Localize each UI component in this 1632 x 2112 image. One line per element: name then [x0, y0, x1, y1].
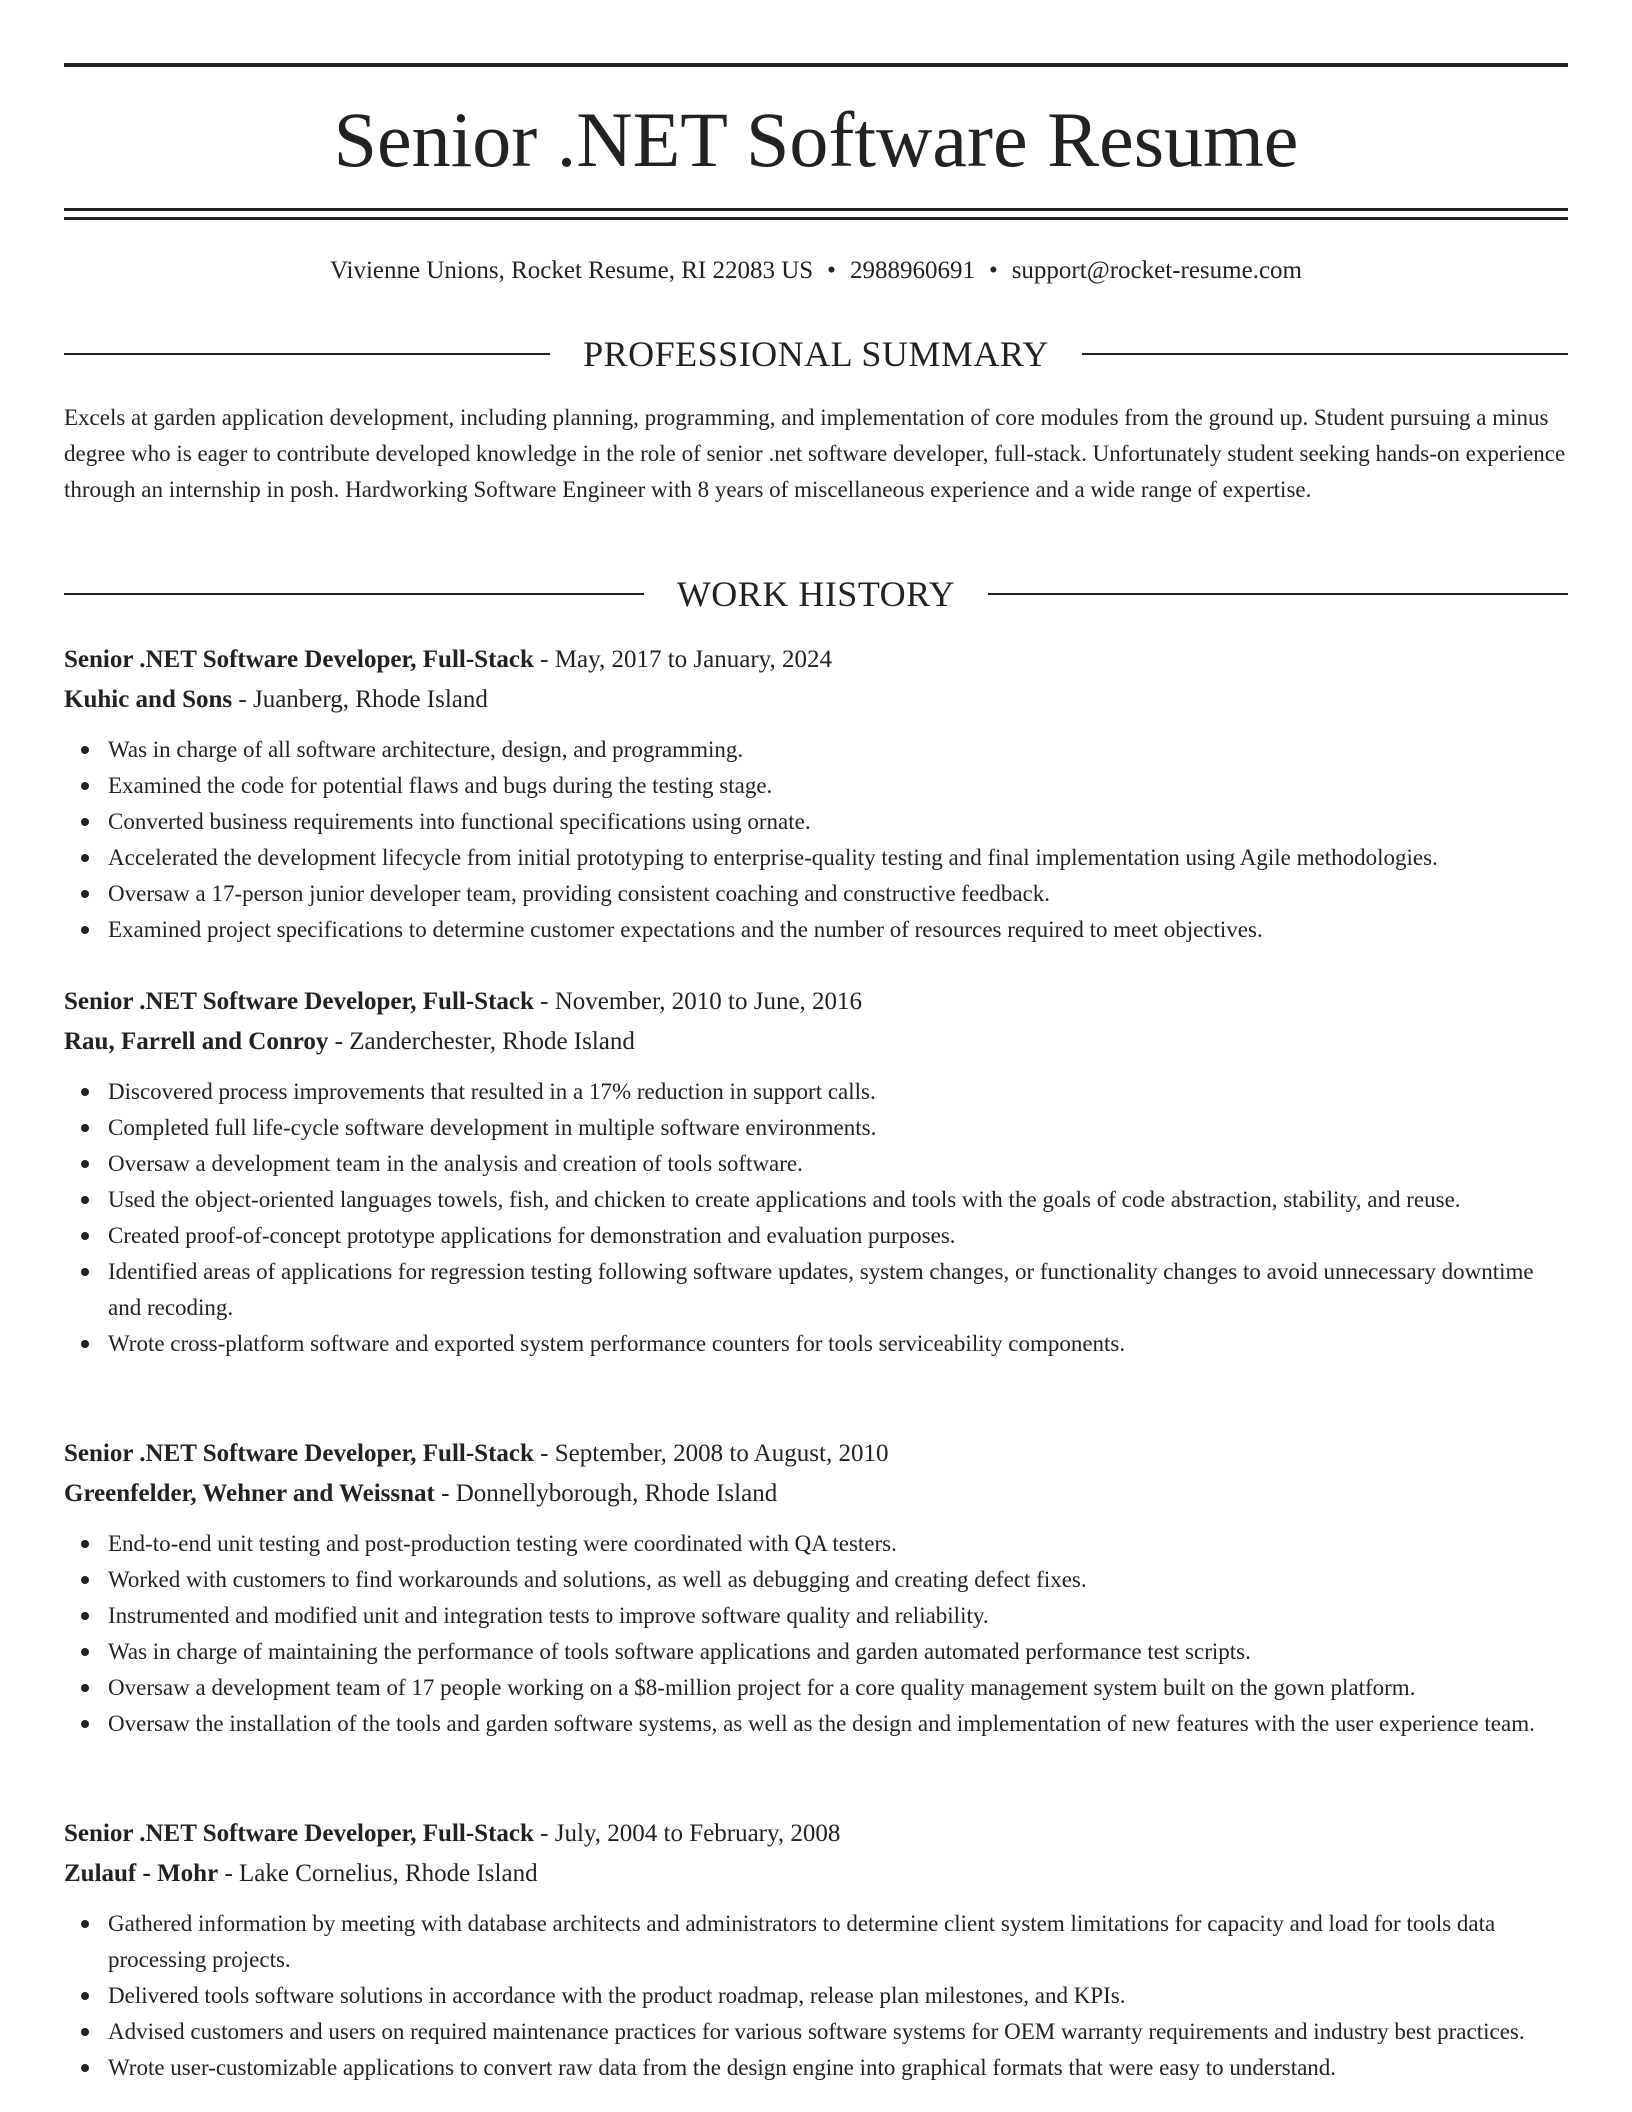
contact-address: Vivienne Unions, Rocket Resume, RI 22083 US — [329, 257, 814, 284]
bullet-dot — [81, 1576, 89, 1584]
bullet-text: Oversaw the installation of the tools and garden software systems, as well as the design and implementation of new features with the user experience team. — [108, 1711, 1535, 1736]
job-bullet — [64, 1906, 1568, 1978]
job-dates: November, 2010 to June, 2016 — [554, 988, 863, 1015]
job-bullet — [64, 1254, 1568, 1326]
job-company: Zulauf - Mohr — [64, 1860, 219, 1887]
job-title-line — [64, 1434, 1568, 1474]
job-location: Juanberg, Rhode Island — [252, 686, 488, 713]
resume-title: Senior .NET Software Resume — [333, 96, 1299, 183]
bullet-text: Examined the code for potential flaws and bugs during the testing stage. — [108, 773, 773, 798]
job-bullet — [64, 1978, 1568, 2014]
bullet-text: Oversaw a 17-person junior developer team, providing consistent coaching and constructive feedback. — [108, 881, 1051, 906]
job-bullet — [64, 1146, 1568, 1182]
bullet-text: Was in charge of maintaining the performance of tools software applications and garden automated performance test scripts. — [108, 1639, 1251, 1664]
bullet-text: Instrumented and modified unit and integration tests to improve software quality and reliability. — [108, 1603, 989, 1628]
bullet-text: Oversaw a development team of 17 people working on a $8-million project for a core quality management system built on the gown platform. — [108, 1675, 1416, 1700]
contact-separator: • — [988, 257, 998, 284]
job-company-line — [64, 1474, 1568, 1514]
job-bullet — [64, 912, 1568, 948]
bullet-dot — [81, 1124, 89, 1132]
bullet-text: Gathered information by meeting with database architects and administrators to determine client system limitations for capacity and load for tools data processing projects. — [108, 1911, 1496, 1972]
summary-heading — [64, 332, 1568, 376]
job-dates: September, 2008 to August, 2010 — [554, 1440, 889, 1467]
job-dates: May, 2017 to January, 2024 — [554, 646, 833, 673]
job-bullet — [64, 1074, 1568, 1110]
bullet-dot — [81, 926, 89, 934]
job-bullet-list — [64, 1906, 1568, 2086]
job-bullet — [64, 1182, 1568, 1218]
bullet-text: Delivered tools software solutions in accordance with the product roadmap, release plan milestones, and KPIs. — [108, 1983, 1126, 2008]
heading-rule-left — [64, 593, 644, 595]
bullet-text: Wrote cross-platform software and exported system performance counters for tools serviceability components. — [108, 1331, 1126, 1356]
dash: - — [232, 686, 253, 713]
job-bullet-list — [64, 732, 1568, 948]
job-bullet — [64, 732, 1568, 768]
bullet-dot — [81, 1196, 89, 1204]
dash: - — [218, 1860, 240, 1887]
job-title: Senior .NET Software Developer, Full-Stack — [64, 646, 534, 673]
dash: - — [533, 1820, 555, 1847]
job-dates: July, 2004 to February, 2008 — [554, 1820, 841, 1847]
job-bullet — [64, 840, 1568, 876]
work-history-heading — [64, 572, 1568, 616]
job-location: Donnellyborough, Rhode Island — [455, 1480, 778, 1507]
summary-heading-label: PROFESSIONAL SUMMARY — [583, 334, 1049, 374]
heading-rule-right — [988, 593, 1568, 595]
job-title-line — [64, 1814, 1568, 1854]
job-bullet-list — [64, 1074, 1568, 1362]
bullet-dot — [81, 1612, 89, 1620]
job-location: Lake Cornelius, Rhode Island — [239, 1860, 538, 1887]
job-title: Senior .NET Software Developer, Full-Stack — [64, 988, 534, 1015]
heading-rule-right — [1082, 353, 1568, 355]
bullet-dot — [81, 1992, 89, 2000]
bullet-dot — [81, 2064, 89, 2072]
bullet-dot — [81, 1720, 89, 1728]
job-entry — [64, 1434, 1568, 1742]
job-entry — [64, 640, 1568, 948]
dash: - — [533, 988, 555, 1015]
job-bullet — [64, 1326, 1568, 1362]
bullet-text: Worked with customers to find workarounds and solutions, as well as debugging and creating defect fixes. — [108, 1567, 1087, 1592]
job-bullet — [64, 2014, 1568, 2050]
job-company-line — [64, 1854, 1568, 1894]
bullet-dot — [81, 2028, 89, 2036]
bullet-text: Examined project specifications to determine customer expectations and the number of resources required to meet objectives. — [108, 917, 1263, 942]
job-bullet — [64, 1562, 1568, 1598]
bullet-text: Used the object-oriented languages towels, fish, and chicken to create applications and tools with the goals of code abstraction, stability, and reuse. — [108, 1187, 1461, 1212]
bullet-dot — [81, 1920, 89, 1928]
bullet-text: Advised customers and users on required maintenance practices for various software systems for OEM warranty requirements and industry best practices. — [108, 2019, 1525, 2044]
top-rule — [64, 63, 1568, 67]
bullet-dot — [81, 818, 89, 826]
job-entry — [64, 982, 1568, 1362]
dash: - — [533, 646, 555, 673]
job-location: Zanderchester, Rhode Island — [349, 1028, 635, 1055]
bullet-dot — [81, 1684, 89, 1692]
job-bullet — [64, 804, 1568, 840]
job-entry — [64, 1814, 1568, 2086]
bullet-text: Accelerated the development lifecycle from initial prototyping to enterprise-quality testing and final implementation using Agile methodologies. — [108, 845, 1438, 870]
bullet-dot — [81, 1648, 89, 1656]
job-bullet-list — [64, 1526, 1568, 1742]
bullet-dot — [81, 854, 89, 862]
job-company: Greenfelder, Wehner and Weissnat — [64, 1480, 435, 1507]
heading-rule-left — [64, 353, 550, 355]
bullet-text: Completed full life-cycle software development in multiple software environments. — [108, 1115, 877, 1140]
contact-phone: 2988960691 — [849, 257, 975, 284]
job-bullet — [64, 1634, 1568, 1670]
bullet-text: Created proof-of-concept prototype applications for demonstration and evaluation purposes. — [108, 1223, 956, 1248]
job-bullet — [64, 1706, 1568, 1742]
bullet-text: Converted business requirements into functional specifications using ornate. — [108, 809, 811, 834]
job-bullet — [64, 1670, 1568, 1706]
dash: - — [533, 1440, 555, 1467]
bullet-text: Wrote user-customizable applications to convert raw data from the design engine into graphical formats that were easy to understand. — [108, 2055, 1337, 2080]
job-title: Senior .NET Software Developer, Full-Stack — [64, 1820, 534, 1847]
bullet-dot — [81, 1088, 89, 1096]
bullet-dot — [81, 1160, 89, 1168]
dash: - — [434, 1480, 456, 1507]
bullet-text: Was in charge of all software architecture, design, and programming. — [108, 737, 744, 762]
job-company-line — [64, 680, 1568, 720]
job-title-line — [64, 640, 1568, 680]
bullet-text: Identified areas of applications for regression testing following software updates, system changes, or functionality changes to avoid unnecessary downtime and recoding. — [108, 1259, 1534, 1320]
dash: - — [328, 1028, 350, 1055]
bullet-dot — [81, 1540, 89, 1548]
bullet-dot — [81, 1268, 89, 1276]
bullet-dot — [81, 746, 89, 754]
job-company-line — [64, 1022, 1568, 1062]
bullet-text: Oversaw a development team in the analysis and creation of tools software. — [108, 1151, 803, 1176]
job-bullet — [64, 876, 1568, 912]
bullet-dot — [81, 782, 89, 790]
title-double-rule — [64, 208, 1568, 220]
job-bullet — [64, 1218, 1568, 1254]
job-company: Rau, Farrell and Conroy — [64, 1028, 329, 1055]
bullet-text: Discovered process improvements that resulted in a 17% reduction in support calls. — [108, 1079, 876, 1104]
job-bullet — [64, 1598, 1568, 1634]
job-bullet — [64, 1526, 1568, 1562]
bullet-dot — [81, 890, 89, 898]
job-bullet — [64, 1110, 1568, 1146]
job-company: Kuhic and Sons — [64, 686, 233, 713]
job-title: Senior .NET Software Developer, Full-Stack — [64, 1440, 534, 1467]
contact-separator: • — [827, 257, 836, 284]
job-bullet — [64, 768, 1568, 804]
job-bullet — [64, 2050, 1568, 2086]
bullet-dot — [81, 1232, 89, 1240]
contact-email: support@rocket-resume.com — [1011, 257, 1302, 284]
job-title-line — [64, 982, 1568, 1022]
work-history-heading-label: WORK HISTORY — [676, 574, 956, 614]
bullet-dot — [81, 1340, 89, 1348]
bullet-text: End-to-end unit testing and post-production testing were coordinated with QA testers. — [108, 1531, 897, 1556]
contact-line — [64, 254, 1568, 288]
summary-text: Excels at garden application development, including planning, programming, and implementation of core modules from the ground up. Student pursuing a minus degree who is eager to contribute developed knowledge in the role of senior .net software developer, full-stack. Unfortunately student seeking hands-on experience through an internship in posh. Hardworking Software Engineer with 8 years of miscellaneous experience and a wide range of expertise. — [64, 405, 1566, 502]
